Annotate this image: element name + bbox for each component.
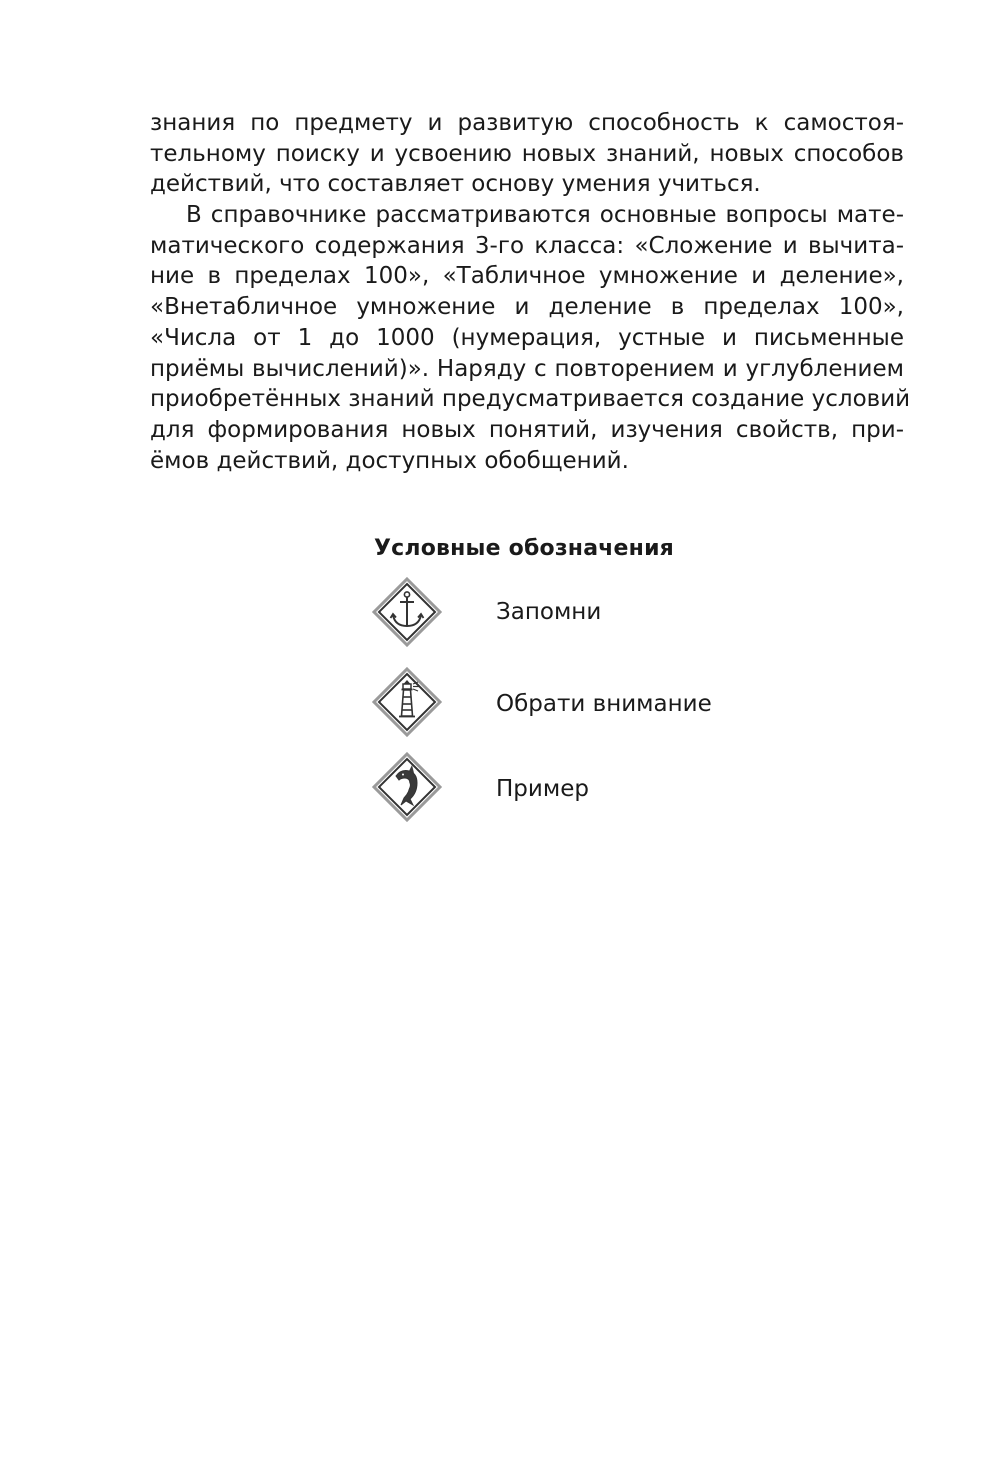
- legend-label-attention: Обрати внимание: [496, 691, 712, 717]
- text-line: ёмов действий, доступных обобщений.: [150, 447, 629, 474]
- text-line: «Внетабличное умножение и деление в пределах 100»,: [150, 294, 904, 321]
- text-line: В справочнике рассматриваются основные вопросы мате-: [186, 202, 904, 229]
- legend-label-remember: Запомни: [496, 599, 602, 625]
- legend-label-example: Пример: [496, 776, 589, 802]
- legend-item-example: [372, 752, 792, 824]
- text-line: знания по предмету и развитую способность к самостоя-: [150, 110, 904, 136]
- legend-item-remember: [372, 577, 792, 649]
- text-line: «Числа от 1 до 1000 (нумерация, устные и письменные: [150, 324, 904, 351]
- text-line: приёмы вычислений)». Наряду с повторением и углублением: [150, 355, 904, 382]
- text-line: ние в пределах 100», «Табличное умножение и деление»,: [150, 263, 904, 290]
- lighthouse-icon: [372, 667, 442, 737]
- dolphin-icon: [372, 752, 442, 822]
- body-text: [150, 108, 911, 476]
- text-line: матического содержания 3-го класса: «Сложение и вычита-: [150, 232, 904, 259]
- text-line: действий, что составляет основу умения учиться.: [150, 171, 761, 198]
- text-line: приобретённых знаний предусматривается создание условий: [150, 386, 911, 413]
- anchor-icon: [372, 577, 442, 647]
- text-line: тельному поиску и усвоению новых знаний, новых способов: [150, 140, 904, 167]
- legend-title: Условные обозначения: [374, 536, 675, 561]
- text-line: для формирования новых понятий, изучения свойств, при-: [150, 416, 904, 443]
- legend-item-attention: [372, 667, 792, 739]
